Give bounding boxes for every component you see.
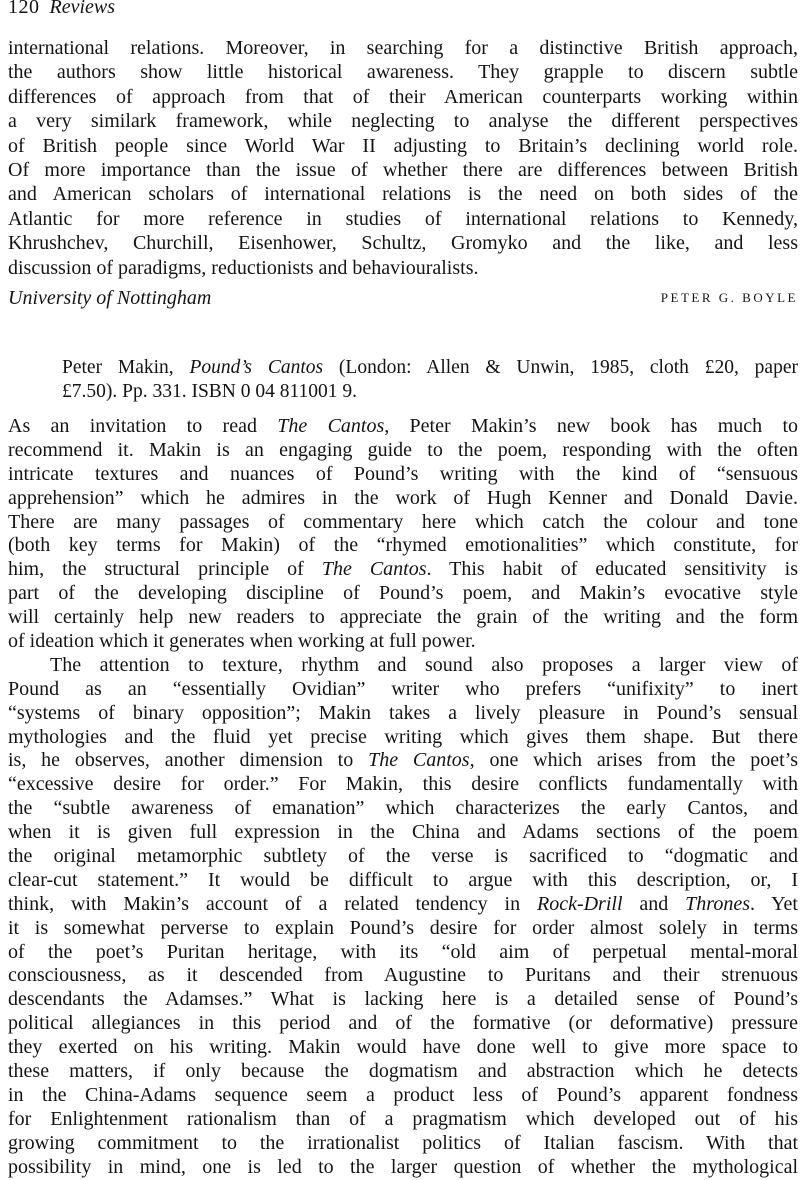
italic-title: The Cantos bbox=[368, 749, 470, 772]
text-line: growing commitment to the irrationalist politics of Italian fascism. With that bbox=[8, 1131, 798, 1154]
text-line: of British people since World War II adjusting to Britain’s declining world role. bbox=[8, 134, 798, 157]
text-line: differences of approach from that of their American counterparts working within bbox=[8, 85, 798, 108]
text-run: him, the structural principle of bbox=[8, 558, 322, 581]
text-line: apprehension” which he admires in the work of Hugh Kenner and Donald Davie. bbox=[8, 486, 798, 509]
text-line: “systems of binary opposition”; Makin takes a lively pleasure in Pound’s sensual bbox=[8, 701, 798, 724]
text-run: . Yet bbox=[749, 892, 798, 915]
text-line: discussion of paradigms, reductionists and behaviouralists. bbox=[8, 256, 479, 279]
text-line: they exerted on his writing. Makin would have done well to give more space to bbox=[8, 1036, 798, 1059]
italic-title: Rock-Drill bbox=[536, 892, 623, 915]
text-run: As an invitation to read bbox=[8, 415, 278, 437]
review-body bbox=[8, 415, 798, 1180]
text-line: these matters, if only because the dogmatism and abstraction which he detects bbox=[8, 1060, 798, 1083]
text-line: in the China-Adams sequence seem a product less of Pound’s apparent fondness bbox=[8, 1083, 798, 1106]
text-line: Of more importance than the issue of whether there are differences between British bbox=[8, 158, 798, 181]
text-line: (both key terms for Makin) of the “rhymed emotionalities” which constitute, for bbox=[8, 534, 798, 557]
italic-title: Thrones bbox=[685, 892, 750, 915]
italic-title: The Cantos bbox=[321, 558, 427, 581]
text-line bbox=[8, 558, 798, 582]
text-line: mythologies and the fluid yet precise writing which gives them shape. But there bbox=[8, 725, 798, 748]
text-line: it is somewhat perverse to explain Pound’s desire for order almost solely in terms bbox=[8, 916, 798, 939]
reviewer-institution: University of Nottingham bbox=[8, 287, 212, 309]
text-line: intricate textures and nuances of Pound’s writing with the kind of “sensuous bbox=[8, 462, 798, 485]
text-run: think, with Makin’s account of a related tendency in bbox=[8, 892, 537, 915]
section-title: Reviews bbox=[49, 0, 116, 18]
citation-publication: (London: Allen & Unwin, 1985, cloth £20, paper bbox=[323, 357, 798, 378]
text-line: the original metamorphic subtlety of the verse is sacrificed to “dogmatic and bbox=[8, 845, 798, 868]
citation-author: Peter Makin, bbox=[62, 357, 190, 378]
text-run: , one which arises from the poet’s bbox=[469, 749, 799, 772]
text-line: descendants the Adamses.” What is lacking here is a detailed sense of Pound’s bbox=[8, 988, 798, 1011]
text-line: The attention to texture, rhythm and sound also proposes a larger view of bbox=[50, 653, 798, 676]
text-line: for Enlightenment rationalism than of a pragmatism which developed out of his bbox=[8, 1107, 798, 1130]
reviewer-signature bbox=[8, 285, 798, 311]
running-head bbox=[8, 0, 115, 20]
text-line: the “subtle awareness of emanation” which characterizes the early Cantos, and bbox=[8, 797, 798, 820]
text-line: “excessive desire for order.” For Makin, this desire conflicts fundamentally with bbox=[8, 773, 798, 796]
citation-line: £7.50). Pp. 331. ISBN 0 04 811001 9. bbox=[62, 381, 358, 402]
text-line: the authors show little historical awareness. They grapple to discern subtle bbox=[8, 61, 798, 84]
text-line: clear-cut statement.” It would be difficult to argue with this description, or, I bbox=[8, 868, 798, 891]
text-line: international relations. Moreover, in searching for a distinctive British approach, bbox=[8, 37, 798, 59]
book-citation bbox=[62, 356, 798, 404]
text-run: is, he observes, another dimension to bbox=[8, 749, 369, 772]
text-line: of ideation which it generates when working at full power. bbox=[8, 630, 476, 653]
text-line: a very similark framework, while neglecting to analyse the different perspectives bbox=[8, 110, 798, 133]
text-line bbox=[8, 415, 798, 439]
reviewer-name: PETER G. BOYLE bbox=[660, 290, 798, 305]
citation-line bbox=[62, 356, 798, 380]
text-line: consciousness, as it descended from Augustine to Puritans and their strenuous bbox=[8, 964, 798, 987]
text-line: Atlantic for more reference in studies of international relations to Kennedy, bbox=[8, 207, 798, 230]
italic-title: The Cantos bbox=[277, 415, 385, 437]
text-line: will certainly help new readers to appreciate the grain of the writing and the form bbox=[8, 606, 798, 629]
text-line: political allegiances in this period and of the formative (or deformative) pressure bbox=[8, 1012, 798, 1035]
text-line: Khrushchev, Churchill, Eisenhower, Schultz, Gromyko and the like, and less bbox=[8, 232, 798, 255]
text-line: There are many passages of commentary here which catch the colour and tone bbox=[8, 510, 798, 533]
text-line: of the poet’s Puritan heritage, with its “old aim of perpetual mental-moral bbox=[8, 940, 798, 963]
citation-book-title: Pound’s Cantos bbox=[189, 357, 324, 378]
page-number: 120 bbox=[8, 0, 40, 18]
text-line: when it is given full expression in the China and Adams sections of the poem bbox=[8, 821, 798, 844]
text-line: and American scholars of international relations is the need on both sides of the bbox=[8, 183, 798, 206]
text-line: recommend it. Makin is an engaging guide to the poem, responding with the often bbox=[8, 438, 798, 461]
text-line: part of the developing discipline of Pound’s poem, and Makin’s evocative style bbox=[8, 582, 798, 605]
text-run: and bbox=[622, 892, 686, 915]
text-run: , Peter Makin’s new book has much to bbox=[384, 415, 798, 437]
previous-review-conclusion bbox=[8, 36, 798, 280]
text-run: . This habit of educated sensitivity is bbox=[426, 558, 798, 581]
text-line bbox=[8, 893, 798, 917]
text-line: possibility in mind, one is led to the larger question of whether the mythological bbox=[8, 1155, 798, 1178]
text-line bbox=[8, 749, 798, 773]
text-line: Pound as an “essentially Ovidian” writer who prefers “unifixity” to inert bbox=[8, 677, 798, 700]
